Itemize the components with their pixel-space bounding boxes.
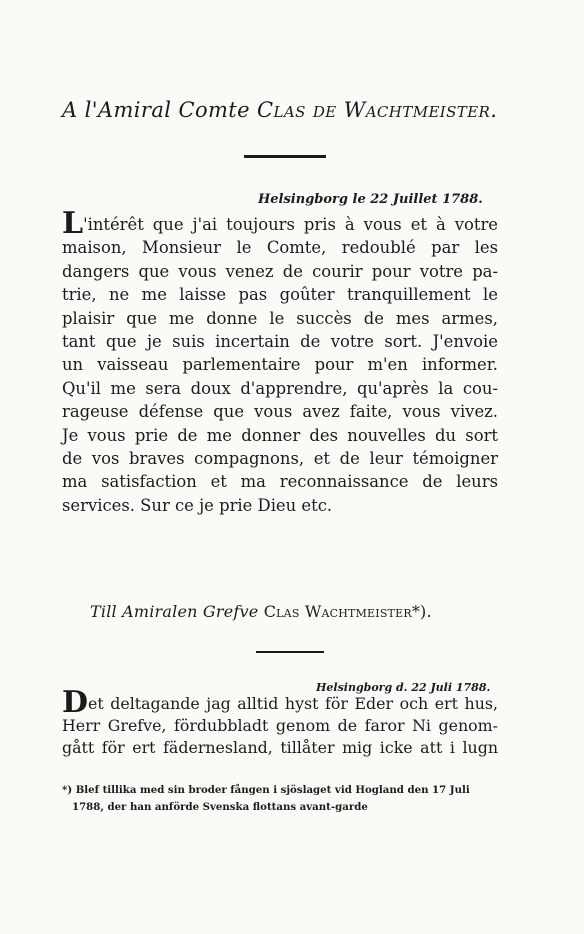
text-line: maison, Monsieur le Comte, redoublé par les [62,238,498,258]
letter-body-french [62,206,498,517]
letter-heading [62,98,532,122]
text-line: plaisir que me donne le succès de mes armes, [62,308,498,328]
divider-rule [244,155,326,158]
text-line: tant que je suis incertain de votre sort. J'envoie [62,332,498,352]
text-line: rageuse défense que vous avez faite, vous vivez. [62,402,498,422]
drop-cap: D [62,685,89,720]
text-line: Herr Grefve, fördubbladt genom de faror Ni genom- [62,716,498,735]
divider-rule [256,651,324,653]
text-line: Det deltagande jag alltid hyst för Eder och ert hus, [62,685,498,720]
footnote [62,782,498,816]
text-line: un vaisseau parlementaire pour m'en informer. [62,355,498,375]
dateline-swedish: Helsingborg d. 22 Juli 1788. [316,681,491,694]
footnote-line: 1788, der han anförde Svenska flottans avant-garde [72,801,368,813]
dateline-french: Helsingborg le 22 Juillet 1788. [258,192,483,207]
heading-name: Clas Wachtmeister [263,602,412,621]
heading-prefix: Till Amiralen Grefve [90,602,264,621]
footnote-line: *) Blef tillika med sin broder fången i sjöslaget vid Hogland den 17 Juli [62,784,470,796]
text-line: L'intérêt que j'ai toujours pris à vous et à votre [62,206,498,241]
text-line: trie, ne me laisse pas goûter tranquillement le [62,285,498,305]
heading-name: Clas de Wachtmeister. [257,98,498,122]
text-line: services. Sur ce je prie Dieu etc. [62,495,333,515]
text-line: ma satisfaction et ma reconnaissance de leurs [62,472,498,492]
drop-cap: L [62,206,84,241]
text-line: Je vous prie de me donner des nouvelles du sort [62,425,498,445]
text-line: de vos braves compagnons, et de leur témoigner [62,449,498,469]
text-line: dangers que vous venez de courir pour votre pa- [62,261,498,281]
heading-prefix: A l'Amiral Comte [62,98,258,122]
footnote-mark: *). [411,602,432,621]
letter-heading-swedish [90,602,510,621]
text-line: Qu'il me sera doux d'apprendre, qu'après la cou- [62,378,498,398]
text-line: gått för ert fädernesland, tillåter mig icke att i lugn [62,738,498,757]
